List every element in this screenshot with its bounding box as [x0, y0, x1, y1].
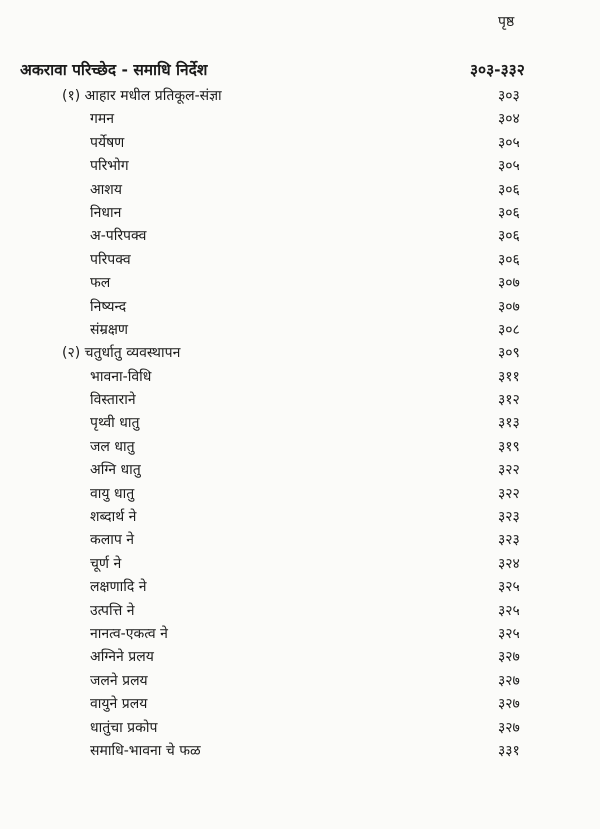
- toc-entry-label: पर्येषण: [90, 134, 125, 151]
- toc-row: [0, 86, 600, 109]
- toc-row: [0, 343, 600, 366]
- toc-entries: [0, 86, 600, 764]
- toc-entry-page: ३०८: [498, 321, 520, 338]
- toc-entry-page: ३०९: [498, 345, 520, 362]
- toc-entry-label: आशय: [90, 181, 122, 198]
- toc-row: [0, 109, 600, 132]
- toc-entry-label: गमन: [90, 111, 115, 128]
- toc-entry-page: ३०३: [498, 88, 520, 104]
- toc-row: [0, 390, 600, 413]
- toc-entry-label: (१) आहार मधील प्रतिकूल-संज्ञा: [62, 88, 222, 104]
- toc-entry-page: ३३१: [498, 742, 520, 759]
- toc-entry-label: लक्षणादि ने: [90, 579, 147, 596]
- toc-entry-label: पृथ्वी धातु: [90, 415, 140, 432]
- toc-row: [0, 484, 600, 507]
- toc-entry-page: ३२७: [498, 696, 520, 713]
- page-column-heading: पृष्ठ: [498, 14, 515, 30]
- toc-row: [0, 156, 600, 179]
- toc-row: [0, 180, 600, 203]
- toc-row: [0, 624, 600, 647]
- toc-entry-label: जलने प्रलय: [90, 672, 148, 689]
- toc-row: [0, 530, 600, 553]
- toc-entry-page: ३२२: [498, 462, 520, 479]
- toc-entry-page: ३२७: [498, 719, 520, 736]
- toc-entry-label: अ-परिपक्व: [90, 228, 147, 245]
- toc-row: [0, 507, 600, 530]
- toc-entry-page: ३१२: [498, 392, 520, 409]
- toc-entry-page: ३१३: [498, 415, 520, 432]
- toc-row: [0, 601, 600, 624]
- toc-entry-page: ३२५: [498, 625, 520, 642]
- toc-entry-page: ३११: [498, 368, 520, 385]
- toc-entry-label: भावना-विधि: [90, 368, 152, 385]
- toc-entry-label: समाधि-भावना चे फळ: [90, 742, 201, 759]
- toc-entry-label: परिपक्व: [90, 251, 131, 268]
- toc-row: [0, 554, 600, 577]
- toc-row: [0, 694, 600, 717]
- chapter-title: अकरावा परिच्छेद - समाधि निर्देश: [20, 61, 208, 79]
- toc-entry-page: ३०५: [498, 158, 520, 175]
- toc-entry-label: जल धातु: [90, 438, 135, 455]
- toc-row: [0, 226, 600, 249]
- toc-entry-page: ३२७: [498, 649, 520, 666]
- toc-row: [0, 413, 600, 436]
- chapter-page-range: ३०३-३३२: [470, 61, 525, 79]
- toc-entry-page: ३०६: [498, 181, 520, 198]
- toc-entry-page: ३२५: [498, 602, 520, 619]
- toc-row: [0, 437, 600, 460]
- toc-row: [0, 647, 600, 670]
- toc-entry-label: कलाप ने: [90, 532, 135, 549]
- toc-entry-label: परिभोग: [90, 158, 129, 175]
- toc-entry-page: ३२७: [498, 672, 520, 689]
- toc-row: [0, 273, 600, 296]
- toc-entry-label: धातुंचा प्रकोप: [90, 719, 158, 736]
- toc-row: [0, 367, 600, 390]
- toc-entry-label: फल: [90, 275, 111, 292]
- toc-entry-page: ३०७: [498, 275, 520, 292]
- toc-entry-page: ३२४: [498, 555, 520, 572]
- toc-row: [0, 320, 600, 343]
- toc-row: [0, 250, 600, 273]
- toc-entry-label: नानत्व-एकत्व ने: [90, 625, 168, 642]
- toc-entry-label: वायु धातु: [90, 485, 135, 502]
- toc-entry-page: ३०६: [498, 251, 520, 268]
- toc-entry-label: चूर्ण ने: [90, 555, 122, 572]
- toc-entry-page: ३०६: [498, 228, 520, 245]
- toc-entry-label: विस्ताराने: [90, 392, 136, 409]
- toc-entry-label: संम्रक्षण: [90, 321, 128, 338]
- toc-entry-label: वायुने प्रलय: [90, 696, 148, 713]
- toc-entry-page: ३१९: [498, 438, 520, 455]
- toc-entry-page: ३२५: [498, 579, 520, 596]
- toc-entry-label: (२) चतुर्धातु व्यवस्थापन: [62, 345, 181, 362]
- toc-entry-label: निष्यन्द: [90, 298, 127, 315]
- toc-entry-page: ३२३: [498, 532, 520, 549]
- toc-entry-label: अग्नि धातु: [90, 462, 141, 479]
- toc-row: [0, 671, 600, 694]
- toc-row: [0, 297, 600, 320]
- toc-row: [0, 133, 600, 156]
- toc-entry-page: ३०४: [498, 111, 520, 128]
- toc-entry-label: शब्दार्थ ने: [90, 509, 137, 526]
- toc-entry-label: उत्पत्ति ने: [90, 602, 135, 619]
- toc-entry-page: ३२२: [498, 485, 520, 502]
- toc-row: [0, 203, 600, 226]
- toc-entry-page: ३२३: [498, 509, 520, 526]
- toc-entry-label: अग्निने प्रलय: [90, 649, 154, 666]
- toc-row: [0, 460, 600, 483]
- toc-entry-page: ३०६: [498, 204, 520, 221]
- toc-entry-page: ३०५: [498, 134, 520, 151]
- toc-entry-label: निधान: [90, 204, 122, 221]
- toc-row: [0, 741, 600, 764]
- toc-row: [0, 718, 600, 741]
- toc-entry-page: ३०७: [498, 298, 520, 315]
- toc-row: [0, 577, 600, 600]
